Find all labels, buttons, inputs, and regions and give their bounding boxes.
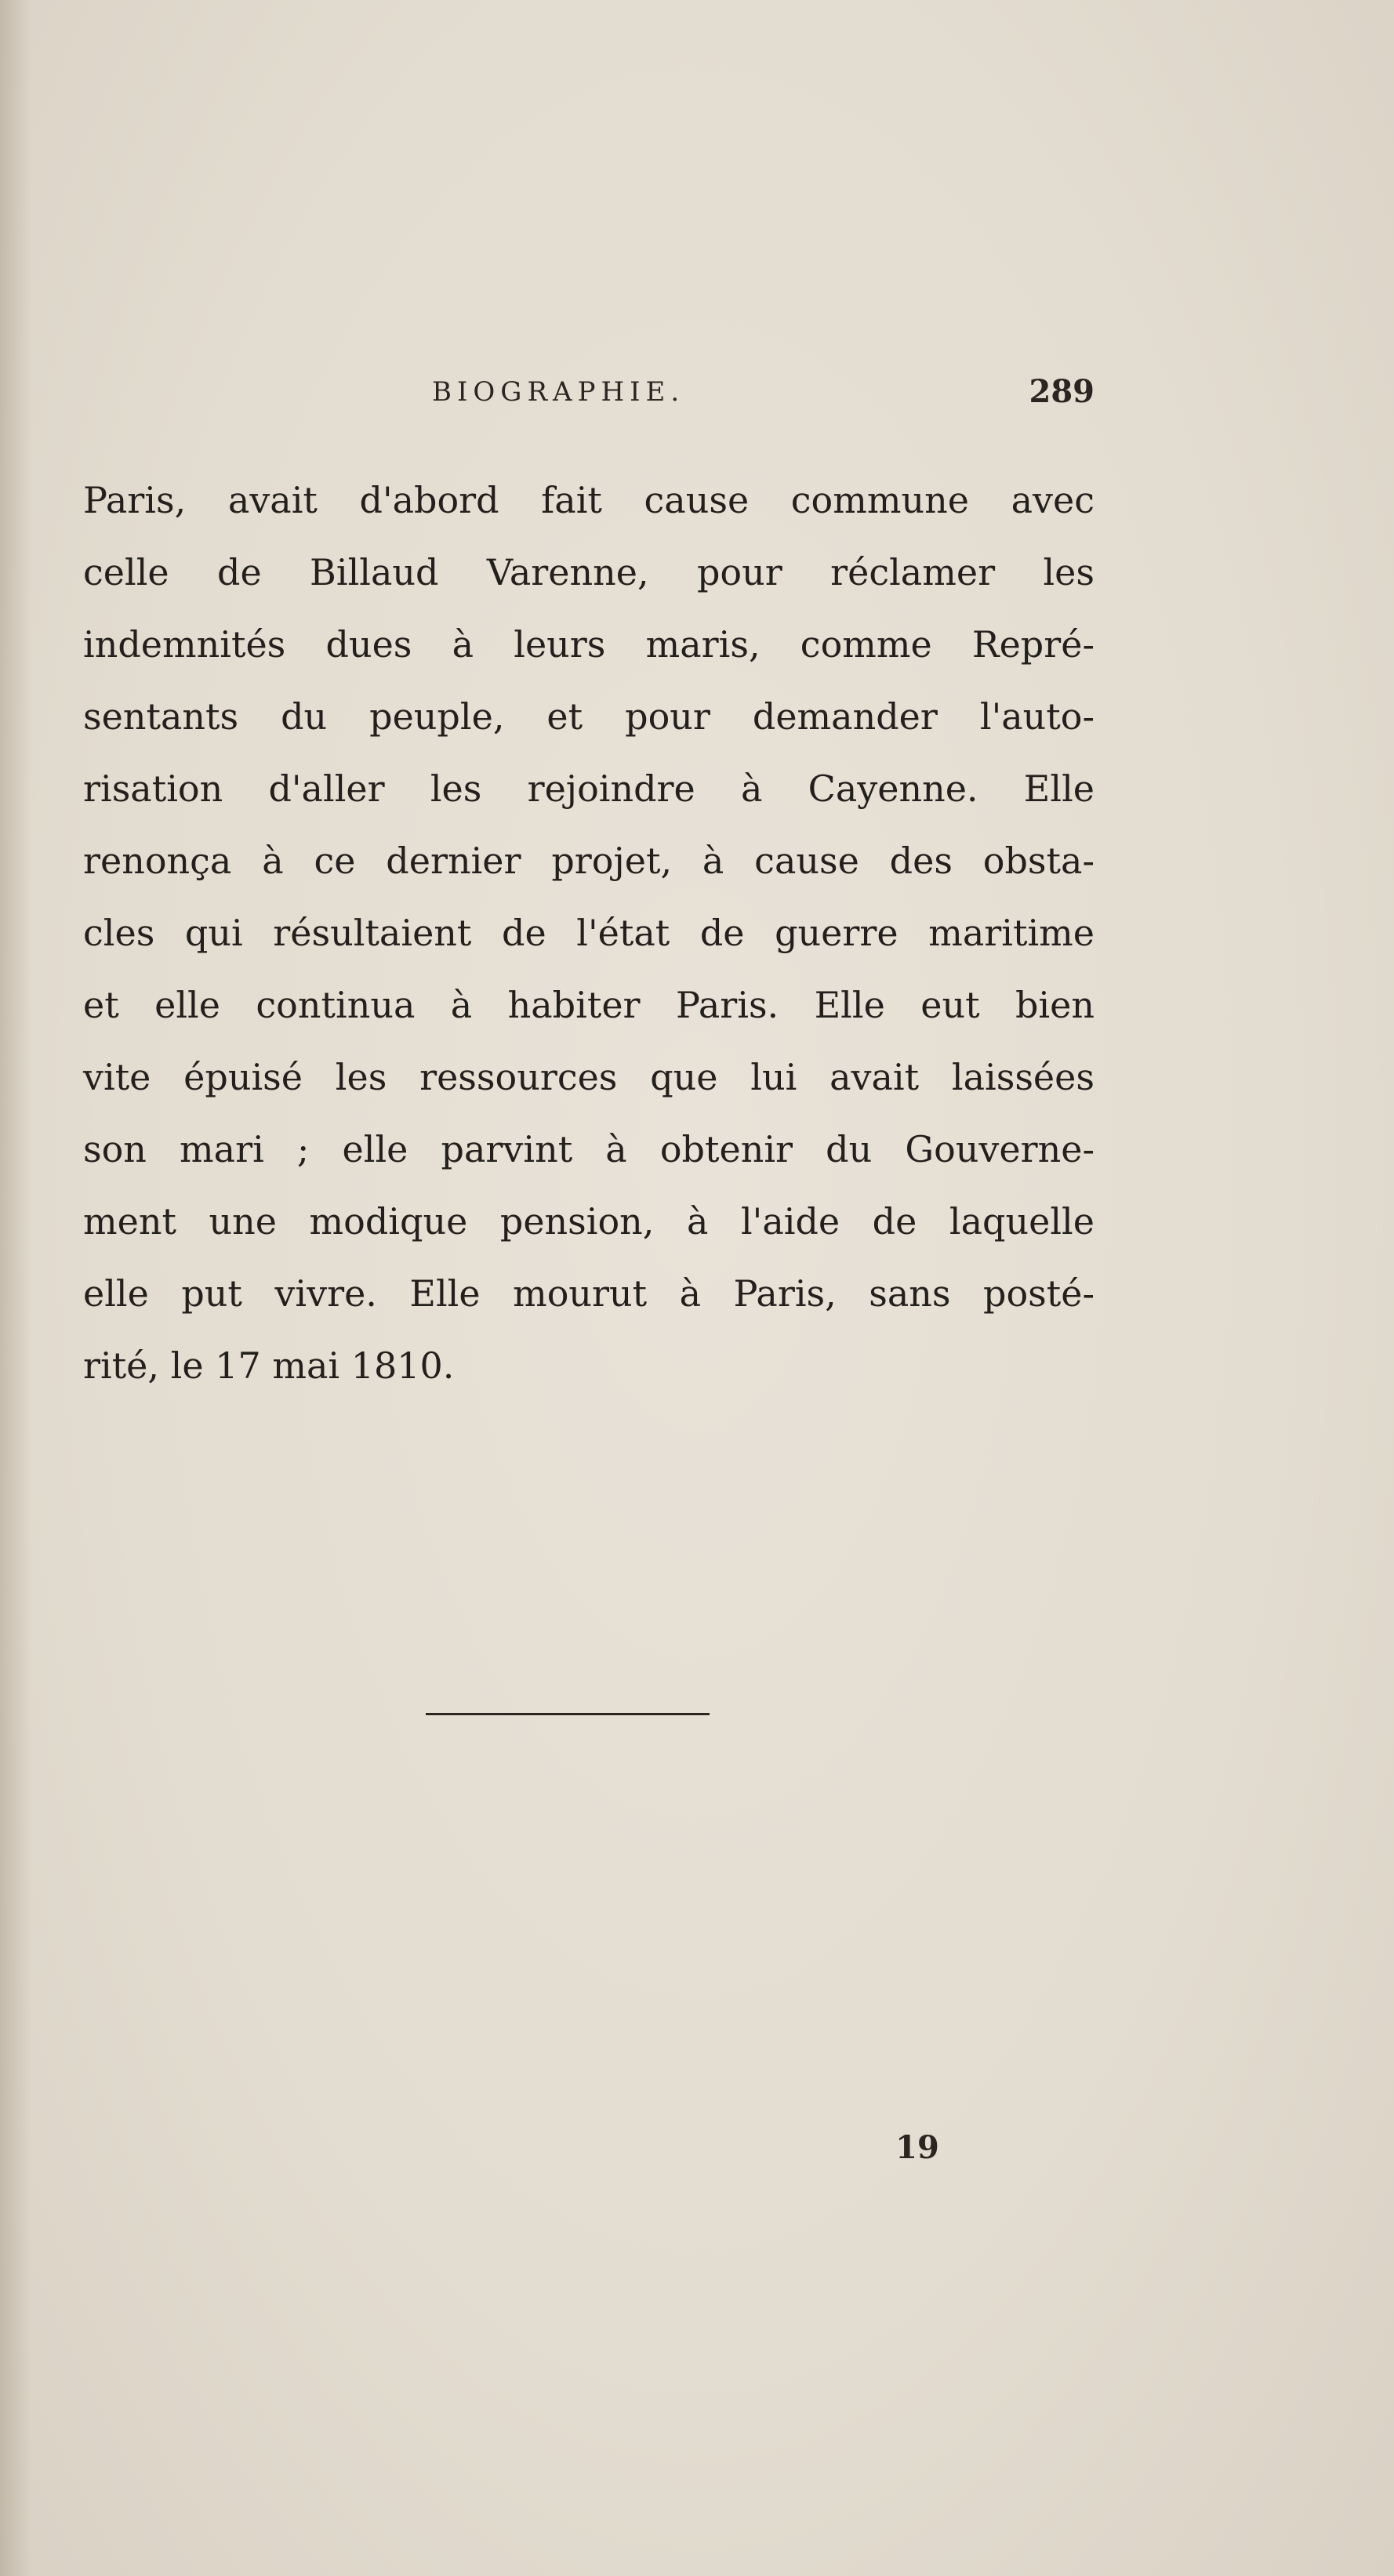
text-line: Paris, avait d'abord fait cause commune avec [83,479,1095,521]
text-line: celle de Billaud Varenne, pour réclamer les [83,551,1095,593]
text-line: sentants du peuple, et pour demander l'auto- [83,695,1095,738]
text-line: ment une modique pension, à l'aide de laquelle [83,1200,1095,1243]
text-line: et elle continua à habiter Paris. Elle eut bien [83,984,1095,1026]
page-number: 289 [1029,373,1095,410]
running-title: BIOGRAPHIE. [432,376,685,408]
binding-edge-shadow [0,0,31,2576]
section-divider-rule [426,1713,710,1715]
body-paragraph [83,464,1095,1402]
text-line: vite épuisé les ressources que lui avait laissées [83,1056,1095,1098]
text-line: renonça à ce dernier projet, à cause des obsta- [83,840,1095,882]
text-line: elle put vivre. Elle mourut à Paris, sans posté- [83,1272,1095,1315]
text-line-last: rité, le 17 mai 1810. [83,1344,455,1387]
running-head [83,368,1095,415]
text-line: son mari ; elle parvint à obtenir du Gouverne- [83,1128,1095,1170]
signature-mark: 19 [895,2129,939,2166]
text-line: indemnités dues à leurs maris, comme Repré- [83,623,1095,666]
text-line: risation d'aller les rejoindre à Cayenne. Elle [83,767,1095,810]
text-line: cles qui résultaient de l'état de guerre maritime [83,912,1095,954]
